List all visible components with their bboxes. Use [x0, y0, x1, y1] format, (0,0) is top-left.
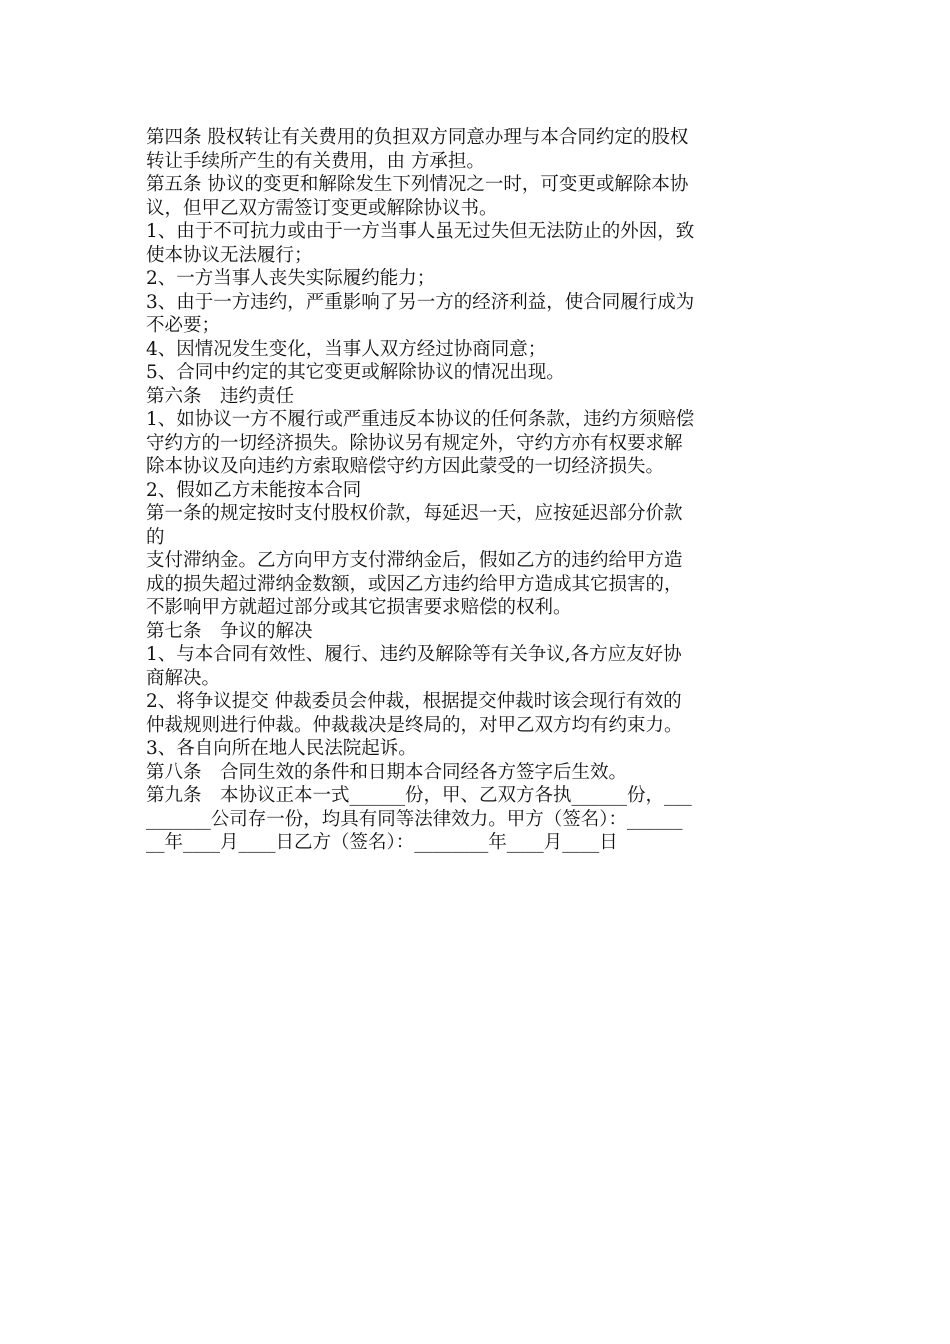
- text-line: 仲裁规则进行仲裁。仲裁裁决是终局的，对甲乙双方均有约束力。: [146, 714, 683, 736]
- text-line: 3、由于一方违约，严重影响了另一方的经济利益，使合同履行成为: [146, 291, 695, 313]
- text-line: 2、将争议提交 仲裁委员会仲裁，根据提交仲裁时该会现行有效的: [146, 691, 682, 712]
- text-line: 4、因情况发生变化，当事人双方经过协商同意；: [146, 338, 547, 360]
- text-line: 第五条 协议的变更和解除发生下列情况之一时，可变更或解除本协: [146, 174, 689, 195]
- text-line: 5、合同中约定的其它变更或解除协议的情况出现。: [146, 362, 565, 383]
- text-line: 除本协议及向违约方索取赔偿守约方因此蒙受的一切经济损失。: [146, 456, 665, 477]
- text-line: 不必要；: [146, 315, 221, 336]
- text-line: 1、如协议一方不履行或严重违反本协议的任何条款，违约方须赔偿: [146, 409, 695, 430]
- text-line: 3、各自向所在地人民法院起诉。: [146, 738, 417, 759]
- section-heading: 第六条 违约责任: [146, 385, 295, 407]
- text-line: 的: [146, 526, 165, 548]
- text-line: 第九条 本协议正本一式______份，甲、乙双方各执______份，___: [146, 785, 692, 806]
- text-line: 2、一方当事人丧失实际履约能力；: [146, 268, 436, 289]
- text-line: 守约方的一切经济损失。除协议另有规定外，守约方亦有权要求解: [146, 432, 683, 454]
- text-line: 使本协议无法履行；: [146, 244, 313, 266]
- text-line: 商解决。: [146, 667, 221, 689]
- text-line: 议，但甲乙双方需签订变更或解除协议书。: [146, 197, 498, 219]
- text-line: 第四条 股权转让有关费用的负担双方同意办理与本合同约定的股权: [146, 127, 689, 148]
- text-line: 1、由于不可抗力或由于一方当事人虽无过失但无法防止的外因，致: [146, 221, 695, 242]
- text-line: __年____月____日乙方（签名）：________年____月____日: [146, 832, 618, 853]
- text-line: 第八条 合同生效的条件和日期本合同经各方签字后生效。: [146, 761, 628, 783]
- text-line: 支付滞纳金。乙方向甲方支付滞纳金后，假如乙方的违约给甲方造: [146, 550, 683, 571]
- text-line: 成的损失超过滞纳金数额，或因乙方违约给甲方造成其它损害的，: [146, 573, 683, 595]
- text-line: 转让手续所产生的有关费用，由 方承担。: [146, 150, 485, 172]
- text-line: 不影响甲方就超过部分或其它损害要求赔偿的权利。: [146, 597, 572, 618]
- text-line: _______公司存一份，均具有同等法律效力。甲方（签名）：______: [146, 808, 683, 830]
- document-body: [146, 126, 808, 855]
- text-line: 2、假如乙方未能按本合同: [146, 479, 362, 501]
- section-heading: 第七条 争议的解决: [146, 620, 313, 642]
- text-line: 1、与本合同有效性、履行、违约及解除等有关争议,各方应友好协: [146, 644, 682, 665]
- text-line: 第一条的规定按时支付股权价款，每延迟一天，应按延迟部分价款: [146, 503, 683, 524]
